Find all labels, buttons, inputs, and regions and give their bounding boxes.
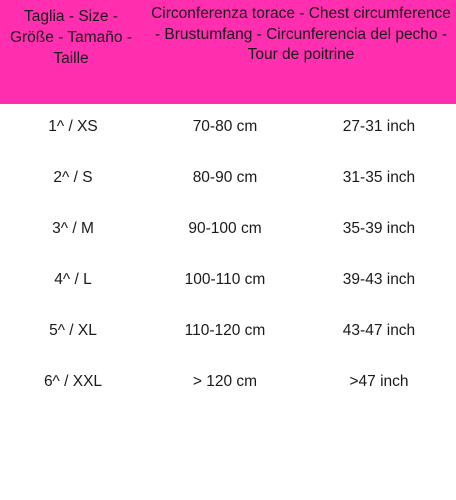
cm-cell: 70-80 cm: [192, 118, 258, 135]
table-header: [0, 0, 456, 104]
size-cell: 1^ / XS: [48, 118, 98, 135]
table-row: [0, 104, 456, 155]
size-cell: 3^ / M: [52, 220, 94, 237]
inch-cell: 35-39 inch: [342, 220, 416, 237]
cm-cell: 90-100 cm: [188, 220, 262, 237]
inch-cell: 39-43 inch: [342, 271, 416, 288]
cm-cell: 100-110 cm: [184, 271, 266, 288]
size-cell: 2^ / S: [53, 169, 93, 186]
inch-cell: 43-47 inch: [342, 322, 416, 339]
inch-cell: 31-35 inch: [342, 169, 416, 186]
table-row: [0, 206, 456, 257]
size-cell: 6^ / XXL: [43, 373, 103, 390]
cm-cell: 80-90 cm: [192, 169, 258, 186]
table-row: [0, 308, 456, 359]
cm-cell: 110-120 cm: [184, 322, 266, 339]
table-row: [0, 257, 456, 308]
table-row: [0, 155, 456, 206]
size-cell: 5^ / XL: [49, 322, 97, 339]
inch-cell: >47 inch: [349, 373, 409, 390]
inch-cell: 27-31 inch: [342, 118, 416, 135]
size-table-body: [0, 104, 456, 410]
size-cell: 4^ / L: [54, 271, 92, 288]
chest-circumference-column-header: Circonferenza torace - Chest circumference - Brustumfang - Circunferencia del pecho - Tour de poitrine: [151, 5, 451, 63]
size-column-header: Taglia - Size - Größe - Tamaño - Taille: [9, 8, 133, 67]
table-row: [0, 359, 456, 410]
cm-cell: > 120 cm: [192, 373, 258, 390]
